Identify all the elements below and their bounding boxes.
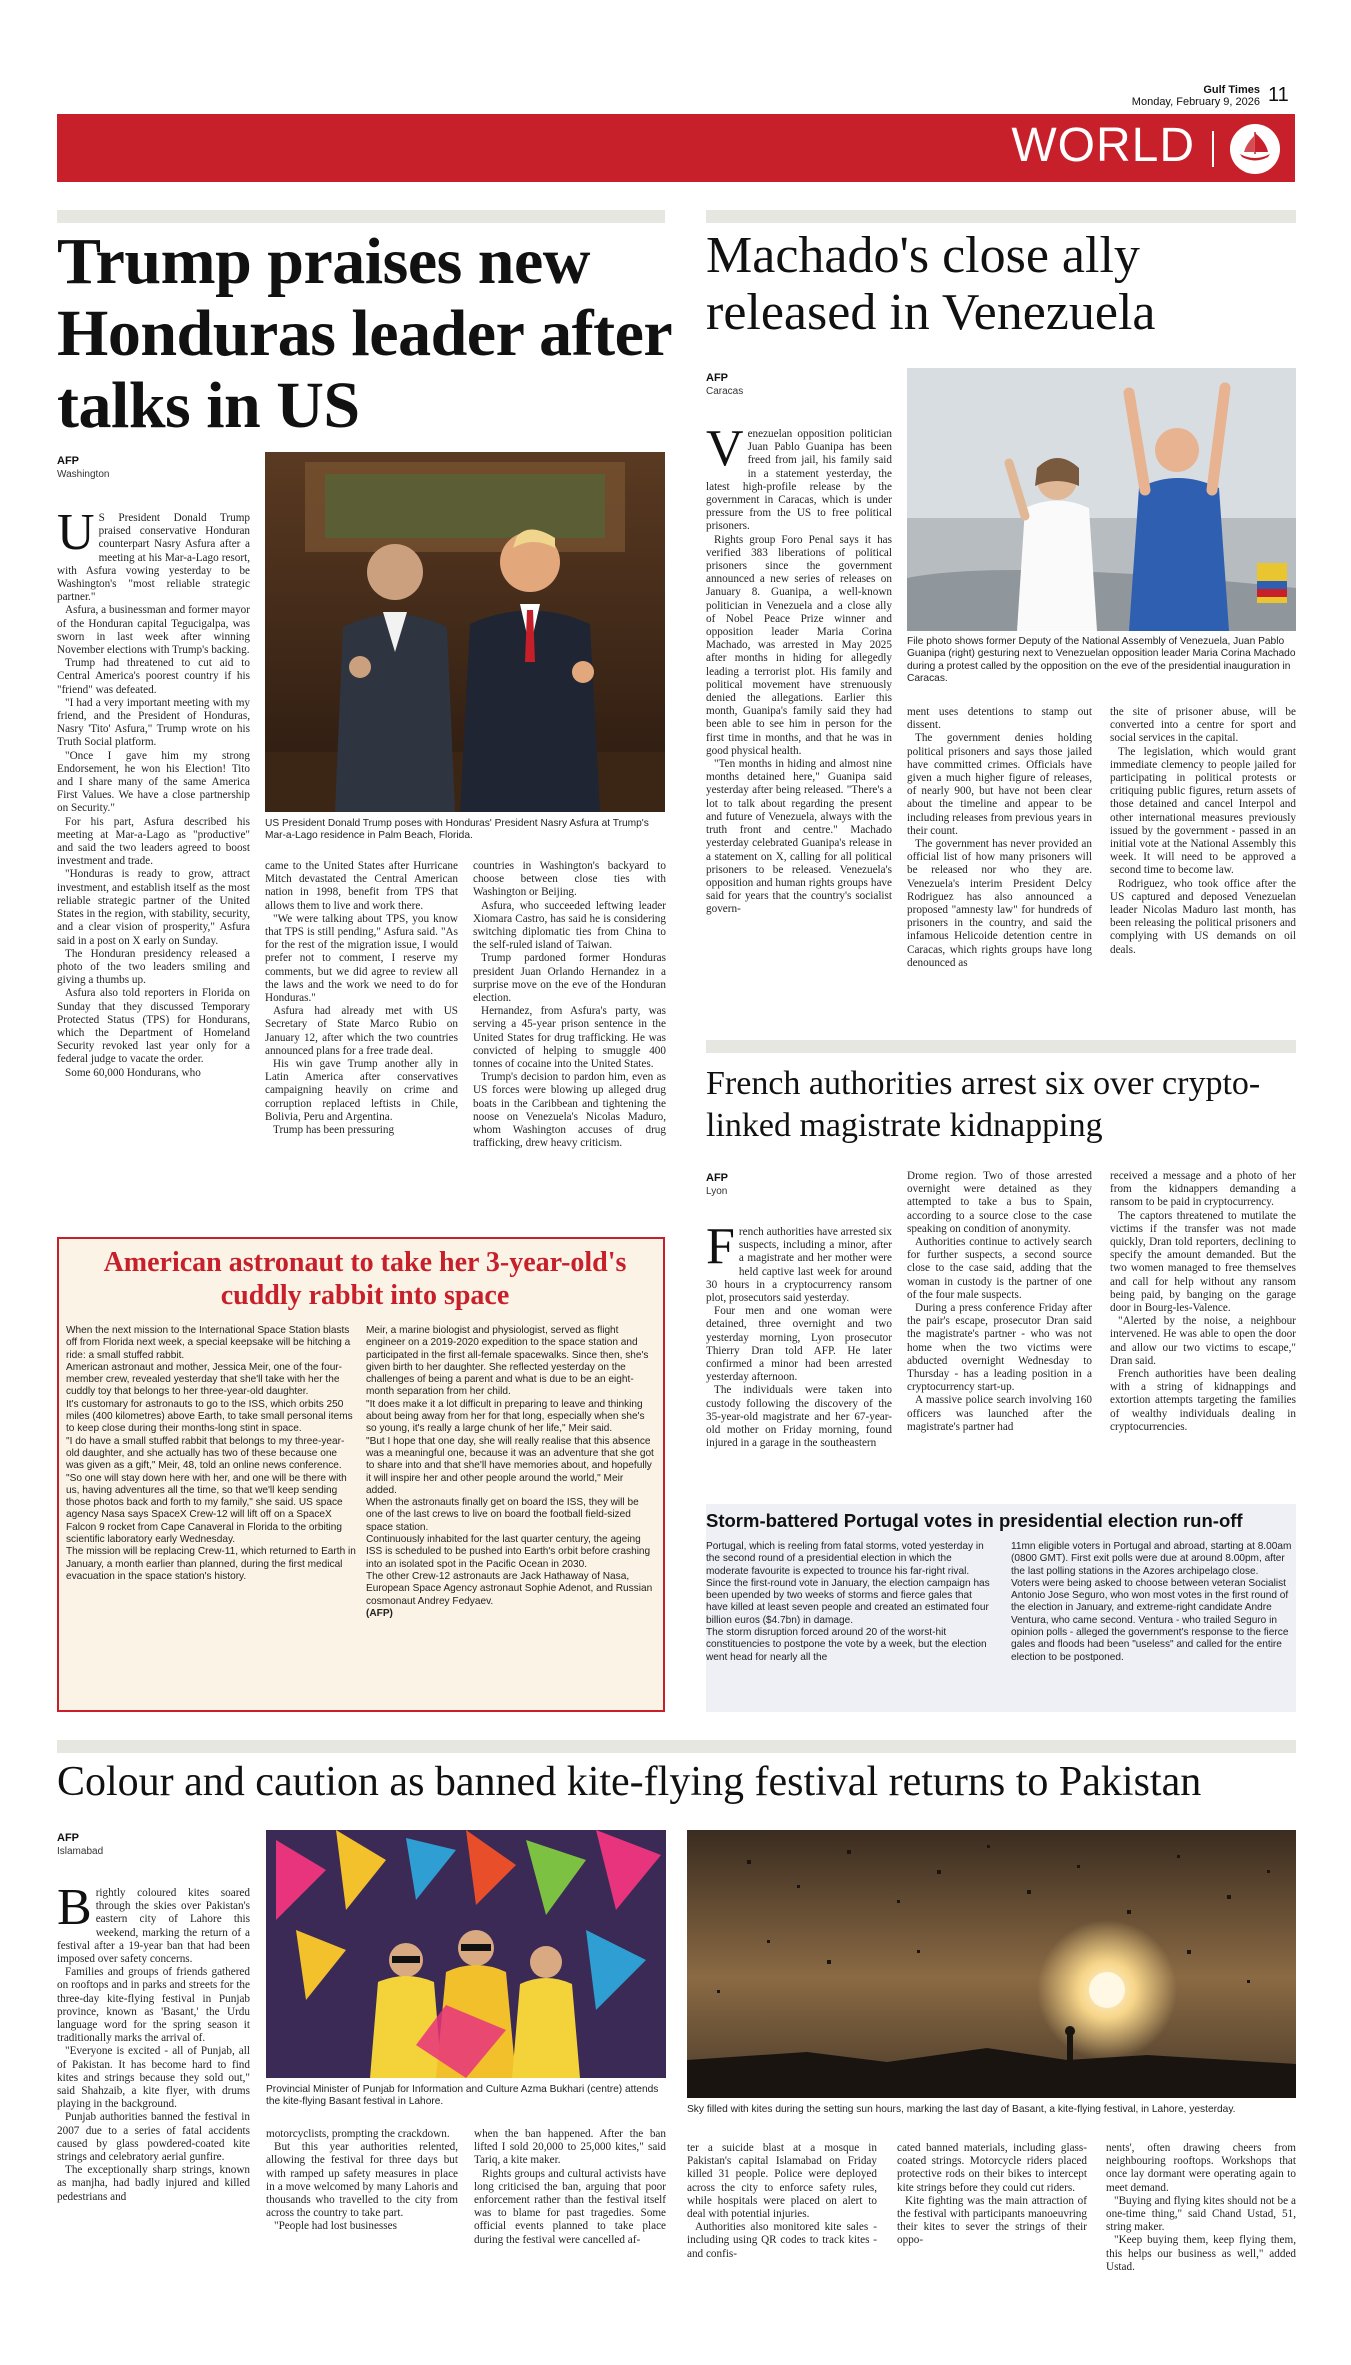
paragraph: Rights group Foro Penal says it has verified 383 liberations of political prisoners since the government announced a new series of releases on January 8. Guanipa, a well-known politician in Venezuela and a close ally of Nobel Peace Prize winner and opposition leader Maria Corina Machado, was arrested in May 2025 after months in hiding for allegedly leading a terrorist plot. His family and political movement have strenuously denied the allegations. Earlier this month, Guanipa's family said they had been able to see him in person for the first time in months, and that he was in good physical health. <box>706 533 892 757</box>
paragraph: Asfura also told reporters in Florida on Sunday that they discussed Temporary Protected Status (TPS) for Hondurans, which the Department of Homeland Security revoked last year only for a federal judge to vacate the order. <box>57 987 250 1066</box>
trump-dropcap: U <box>57 504 95 561</box>
dhow-logo-icon <box>1228 122 1282 181</box>
astronaut-credit: (AFP) <box>366 1607 393 1619</box>
paragraph: The mission will be replacing Crew-11, which returned to Earth in January, a month earlier than planned, during the first medical evacuation in the space station's history. <box>66 1546 356 1582</box>
portugal-column-2 <box>1011 1541 1296 1664</box>
astronaut-column-1 <box>66 1325 356 1583</box>
paragraph: Since the first-round vote in January, the election campaign has been upended by two weeks of storms and fierce gales that have killed at least seven people and created an estimated four billion euros ($4.7bn) in damage. <box>706 1577 990 1626</box>
portugal-column-1 <box>706 1541 991 1664</box>
section-rule <box>706 1040 1296 1053</box>
section-rule <box>57 1740 1296 1753</box>
french-column-2 <box>907 1170 1092 1434</box>
paragraph: motorcyclists, prompting the crackdown. <box>266 2128 450 2140</box>
trump-column-1 <box>57 504 250 1080</box>
paragraph: nents', often drawing cheers from neighbouring rooftops. Workshops that once lay dormant were operating again to meet demand. <box>1106 2142 1296 2194</box>
french-place: Lyon <box>706 1186 728 1197</box>
paragraph: received a message and a photo of her from the kidnappers demanding a ransom to be paid in cryptocurrency. <box>1110 1170 1296 1209</box>
section-divider <box>1212 131 1214 167</box>
french-column-1 <box>706 1218 892 1450</box>
paragraph: The captors threatened to mutilate the victims if the transfer was not made quickly, Dran told reporters, declining to specify the amount demanded. But the two women managed to free themselves and call for help without any ransom being paid, by banging on the garage door in Bourg-les-Valence. <box>1110 1209 1296 1315</box>
kite-sunset-photo <box>687 1830 1296 2098</box>
kites-headline: Colour and caution as banned kite-flying festival returns to Pakistan <box>57 1759 1202 1805</box>
paragraph: cated banned materials, including glass-coated strings. Motorcycle riders placed protective rods on their bikes to intercept kite strings before they could cut riders. <box>897 2142 1087 2194</box>
paragraph: French authorities have been dealing with a string of kidnappings and extortion attempts targeting the families of wealthy individuals dealing in cryptocurrencies. <box>1110 1368 1296 1433</box>
kites-dropcap: B <box>57 1879 92 1936</box>
kites-column-2 <box>266 2128 458 2234</box>
paragraph: The individuals were taken into custody following the discovery of the 35-year-old magistrate and her 67-year-old mother on Friday morning, found injured in a garage in the southeastern <box>706 1384 892 1450</box>
paragraph: Trump had threatened to cut aid to Central America's poorest country if his "friend" was defeated. <box>57 657 250 696</box>
paragraph: Asfura had already met with US Secretary of State Marco Rubio on January 12, after which the two countries announced plans for a free trade deal. <box>265 1005 458 1057</box>
paragraph: "But I hope that one day, she will really realise that this absence was a meaningful one, because it was an adventure that she got to share into and that she'll have memories about, and hopefully it will inspire her and other people around the world," Meir added. <box>366 1435 654 1496</box>
paragraph: "Once I gave him my strong Endorsement, he won his Election! Tito and I share many of the same America First Values. We have a close partnership on Security." <box>57 749 250 815</box>
paragraph: Trump has been pressuring <box>273 1124 395 1137</box>
paragraph: A massive police search involving 160 officers was launched after the magistrate's partner had <box>907 1394 1092 1433</box>
machado-agency: AFP <box>706 372 728 384</box>
paragraph: The storm disruption forced around 20 of the worst-hit constituencies to postpone the vote by a week, but the election went head for nearly all the <box>706 1627 987 1663</box>
trump-headline: Trump praises new Honduras leader after talks in US <box>57 225 672 442</box>
paragraph: Families and groups of friends gathered on rooftops and in parks and streets for the three-day kite-flying festival in Punjab province, known as 'Basant,' the Urdu language word for the spring season it traditionally marks the arrival of. <box>57 1966 250 2045</box>
paragraph: Authorities continue to actively search for further suspects, a second source close to the case said, adding that the woman in custody is the partner of one of the four male suspects. <box>907 1236 1092 1301</box>
paragraph: His win gave Trump another ally in Latin America after conservatives campaigning heavily on crime and corruption replaced leftists in Chile, Bolivia, Peru and Argentina. <box>265 1058 458 1123</box>
paragraph: Hernandez, from Asfura's party, was serving a 45-year prison sentence in the United States for drug trafficking. He was convicted of helping to smuggle 400 tonnes of cocaine into the United States. <box>473 1005 666 1071</box>
trump-column-2 <box>265 860 458 1137</box>
paragraph: Authorities also monitored kite sales - including using QR codes to track kites - and confis- <box>687 2221 877 2260</box>
issue-date: Monday, February 9, 2026 <box>1131 96 1260 108</box>
paragraph: American astronaut and mother, Jessica Meir, one of the four-member crew, revealed yesterday that she'll take with her the cuddly toy that belongs to her three-year-old daughter. <box>66 1361 343 1398</box>
paragraph: For his part, Asfura described his meeting at Mar-a-Lago as "productive" and said the two leaders agreed to boost investment and trade. <box>57 815 250 868</box>
paragraph: "Ten months in hiding and almost nine months detained here," Guanipa said yesterday after being released. "There's a lot to talk about regarding the present and future of Venezuela, always with the truth front and centre." Machado yesterday celebrated Guanipa's release in a statement on X, calling for all political prisoners to be released. Venezuela's opposition and human rights groups have said for years that the country's socialist govern- <box>706 758 892 916</box>
paragraph: enezuelan opposition politician Juan Pablo Guanipa has been freed from jail, his family said in a statement yesterday, the latest high-profile release by the government in Caracas, which is under pressure from the US to free political prisoners. <box>706 428 892 533</box>
paragraph: "Buying and flying kites should not be a one-time thing," said Chand Ustad, 51, string maker. <box>1106 2194 1296 2234</box>
paragraph: "People had lost businesses <box>274 2220 397 2233</box>
paragraph: "Alerted by the noise, a neighbour intervened. He was able to open the door and allow our two victims to escape," Dran said. <box>1110 1315 1296 1367</box>
paragraph: Voters were being asked to choose between veteran Socialist Antonio Jose Seguro, who won most votes in the first round of the election in January, and extreme-right candidate Andre Ventura, who came second. Ventura - who trailed Seguro in opinion polls - alleged the government's response to the fierce gales and floods had been "useless" and called for the entire election to be postponed. <box>1011 1577 1289 1663</box>
paragraph: ment uses detentions to stamp out dissent. <box>907 706 1092 732</box>
trump-photo-caption: US President Donald Trump poses with Honduras' President Nasry Asfura at Trump's Mar-a-Lago residence in Palm Beach, Florida. <box>265 818 649 842</box>
kites-place: Islamabad <box>57 1846 104 1857</box>
section-title: WORLD <box>1011 119 1195 172</box>
paragraph: The other Crew-12 astronauts are Jack Hathaway of Nasa, European Space Agency astronaut Sophie Adenot, and Russian cosmonaut Andrey Fedyaev. <box>366 1570 653 1607</box>
paragraph: Trump pardoned former Honduras president Juan Orlando Hernandez in a surprise move on the eve of the Honduran election. <box>473 952 666 1005</box>
paragraph: when the ban happened. After the ban lifted I sold 20,000 to 25,000 kites," said Tariq, a kite maker. <box>474 2128 666 2167</box>
paragraph: Four men and one woman were detained, three overnight and two yesterday morning, Lyon prosecutor Thierry Dran told AFP. He later confirmed a minor had been arrested yesterday afternoon. <box>706 1305 892 1384</box>
paragraph: 11mn eligible voters in Portugal and abroad, starting at 8.00am (0800 GMT). First exit polls were due at around 8.00pm, after the last polling stations in the Azores archipelago close. <box>1011 1541 1292 1577</box>
paragraph: rightly coloured kites soared through the skies over Pakistan's eastern city of Lahore this weekend, marking the return of a festival after a 19-year ban that had been imposed over safety concerns. <box>57 1887 250 1966</box>
paragraph: Punjab authorities banned the festival in 2007 due to a series of fatal accidents caused by glass powdered-coated kite strings and celebratory aerial gunfire. <box>57 2111 250 2164</box>
trump-place: Washington <box>57 469 110 480</box>
paragraph: "So one will stay down here with her, and one will be there with us, having adventures all the time, so that we'll keep sending those photos back and forth to my family," she said. US space agency Nasa says SpaceX Crew-12 will lift off on a SpaceX Falcon 9 rocket from Cape Canaveral in Florida to the orbiting scientific laboratory early Wednesday. <box>66 1472 347 1546</box>
paragraph: rench authorities have arrested six suspects, including a minor, after a magistrate and her mother were held captive last week for around 30 hours in a cryptocurrency ransom plot, prosecutors said yesterday. <box>706 1226 892 1305</box>
paragraph: Rodriguez, who took office after the US captured and deposed Venezuelan leader Nicolas Maduro last month, has been releasing the political prisoners and complying with US demands on oil deals. <box>1110 877 1296 956</box>
paragraph: came to the United States after Hurricane Mitch devastated the Central American nation in 1998, benefit from TPS that allows them to live and work there. <box>265 860 458 912</box>
paragraph: Asfura, a businessman and former mayor of the Honduran capital Tegucigalpa, was sworn in last week after winning November elections with Trump's backing. <box>57 604 250 657</box>
french-agency: AFP <box>706 1172 728 1184</box>
paragraph: The government has never provided an official list of how many prisoners will be released nor who they are. Venezuela's interim President Delcy Rodriguez has also announced a proposed "amnesty law" for hundreds of prisoners in the country, and said the infamous Helicoide detention centre in Caracas, which rights groups have long denounced as <box>907 838 1092 969</box>
basant-photo-caption: Provincial Minister of Punjab for Information and Culture Azma Bukhari (centre) attends the kite-flying Basant festival in Lahore. <box>266 2084 659 2108</box>
trump-column-3 <box>473 860 666 1150</box>
french-column-3 <box>1110 1170 1296 1434</box>
paragraph: The legislation, which would grant immediate clemency to people jailed for participating in political protests or critiquing public figures, return assets of those detained and cancel Interpol and other international measures previously issued by the government - passed in an initial vote at the National Assembly this week. It will need to be approved a second time to become law. <box>1110 745 1296 877</box>
paragraph: Asfura, who succeeded leftwing leader Xiomara Castro, has said he is considering switching diplomatic ties from China to the self-ruled island of Taiwan. <box>473 899 666 952</box>
kites-agency: AFP <box>57 1832 79 1844</box>
astronaut-headline: American astronaut to take her 3-year-old's cuddly rabbit into space <box>103 1247 627 1311</box>
paragraph: Kite fighting was the main attraction of the festival with participants manoeuvring their kites to sever the strings of their oppo- <box>897 2194 1087 2247</box>
french-headline: French authorities arrest six over crypto-linked magistrate kidnapping <box>706 1065 1261 1144</box>
kites-column-3 <box>474 2128 666 2247</box>
paragraph: ter a suicide blast at a mosque in Pakistan's capital Islamabad on Friday killed 31 people. Police were deployed across the city to enforce safety rules, while hospitals were placed on alert to deal with potential injuries. <box>687 2142 877 2221</box>
paragraph: Trump's decision to pardon him, even as US forces were blowing up alleged drug boats in the Caribbean and tightening the noose on Venezuela's Nicolas Maduro, whom Washington accuses of drug trafficking, drew heavy criticism. <box>473 1071 666 1150</box>
kites-column-6 <box>1106 2142 1296 2274</box>
astronaut-column-2 <box>366 1325 656 1620</box>
paragraph: "Honduras is ready to grow, attract investment, and establish itself as the most reliable strategic partner of the United States in the region, with stability, security, and a clear vision of prosperity," Asfura said in a post on X early on Sunday. <box>57 868 250 947</box>
page-number: 11 <box>1268 84 1289 106</box>
section-rule <box>57 210 665 223</box>
portugal-headline: Storm-battered Portugal votes in presidential election run-off <box>706 1510 1243 1531</box>
section-rule <box>706 210 1296 223</box>
paragraph: Portugal, which is reeling from fatal storms, voted yesterday in the second round of a presidential election in which the moderate favourite is expected to trounce his far-right rival. <box>706 1541 984 1577</box>
paragraph: "Keep buying them, keep flying them, this helps our business as well," added Ustad. <box>1106 2234 1296 2273</box>
paragraph: "I do have a small stuffed rabbit that belongs to my three-year-old daughter, and she actually has two of these because one was given as a gift," Meir, 48, told an online news conference. <box>66 1435 345 1472</box>
paragraph: S President Donald Trump praised conservative Honduran counterpart Nasry Asfura after a meeting at his Mar-a-Lago resort, with Asfura vowing yesterday to be Washington's "most reliable strategic partner." <box>57 512 250 604</box>
paragraph: The government denies holding political prisoners and says those jailed have committed crimes. Officials have given a much higher figure of releases, of nearly 900, but have not been clear about the timeline and appear to be including releases from previous years in their count. <box>907 732 1092 837</box>
paragraph: Meir, a marine biologist and physiologist, served as flight engineer on a 2019-2020 expedition to the space station and participated in the first all-female spacewalks. Since then, she's given birth to her daughter. She reflected yesterday on the challenges of being a parent and what is due to be an eight-month separation from her child. <box>366 1325 649 1398</box>
guanipa-machado-photo <box>907 368 1296 631</box>
paragraph: During a press conference Friday after the pair's escape, prosecutor Dran said the magistrate's partner - who was not home when the two victims were abducted overnight Wednesday to Thursday - has a leading position in a cryptocurrency start-up. <box>907 1302 1092 1394</box>
kite-sunset-caption: Sky filled with kites during the setting sun hours, marking the last day of Basant, a kite-flying festival, in Lahore, yesterday. <box>687 2104 1236 2115</box>
kites-column-4 <box>687 2142 877 2261</box>
machado-column-1 <box>706 420 892 917</box>
machado-photo-caption: File photo shows former Deputy of the National Assembly of Venezuela, Juan Pablo Guanipa (right) gesturing next to Venezuelan opposition leader Maria Corina Machado during a protest called by the opposition on the eve of the presidential inauguration in Caracas. <box>907 636 1296 685</box>
paragraph: the site of prisoner abuse, will be converted into a centre for sport and social services in the capital. <box>1110 706 1296 745</box>
paragraph: "It does make it a lot difficult in preparing to leave and thinking about being away from her for that long, especially when she's so young, it's really a large chunk of her life," Meir said. <box>366 1398 645 1435</box>
machado-dropcap: V <box>706 420 744 477</box>
machado-headline: Machado's close ally released in Venezuela <box>706 227 1156 341</box>
paragraph: Continuously inhabited for the last quarter century, the ageing ISS is scheduled to be pushed into Earth's orbit before crashing into an isolated spot in the Pacific Ocean in 2030. <box>366 1534 651 1570</box>
machado-column-2 <box>907 706 1092 970</box>
paragraph: When the astronauts finally get on board the ISS, they will be one of the last crews to live on board the football field-sized space station. <box>366 1497 639 1533</box>
paragraph: Some 60,000 Hondurans, who <box>65 1066 201 1079</box>
paragraph: The exceptionally sharp strings, known as manjha, had badly injured and killed pedestrians and <box>57 2164 250 2203</box>
paragraph: It's customary for astronauts to go to the ISS, which orbits 250 miles (400 kilometres) above Earth, to take small personal items to keep close during their months-long stint in space. <box>66 1398 353 1435</box>
paragraph: Rights groups and cultural activists have long criticised the ban, arguing that poor enforcement rather than the festival itself was to blame for past tragedies. Some official events planned to take place during the festival were cancelled af- <box>474 2167 666 2246</box>
kites-column-5 <box>897 2142 1087 2248</box>
machado-column-3 <box>1110 706 1296 957</box>
paragraph: "We were talking about TPS, you know that TPS is still pending," Asfura said. "As for the rest of the migration issue, I would prefer not to comment, I reserve my comments, but we did agree to review all the laws and the work we need to do for Honduras." <box>265 912 458 1005</box>
french-dropcap: F <box>706 1218 735 1275</box>
paragraph: When the next mission to the International Space Station blasts off from Florida next week, a special keepsake will be hitching a ride: a small stuffed rabbit. <box>66 1325 351 1361</box>
basant-festival-photo <box>266 1830 666 2078</box>
paragraph: "I had a very important meeting with my friend, and the President of Honduras, Nasry 'Tito' Asfura," Trump wrote on his Truth Social platform. <box>57 696 250 749</box>
machado-place: Caracas <box>706 386 744 397</box>
kites-column-1 <box>57 1879 250 2204</box>
paragraph: The Honduran presidency released a photo of the two leaders smiling and giving a thumbs up. <box>57 947 250 987</box>
paragraph: "Everyone is excited - all of Punjab, all of Pakistan. It has become hard to find kites and strings because they sold out," said Shahzaib, a kite flyer, with drums playing in the background. <box>57 2045 250 2111</box>
trump-asfura-photo <box>265 452 665 812</box>
paragraph: But this year authorities relented, allowing the festival for three days but with ramped up safety measures in place in a move welcomed by many Lahoris and thousands who travelled to the city from across the country to take part. <box>266 2141 458 2220</box>
trump-agency: AFP <box>57 455 79 467</box>
paper-name: Gulf Times <box>1203 84 1260 96</box>
paragraph: countries in Washington's backyard to choose between close ties with Washington or Beijing. <box>473 860 666 899</box>
paragraph: Drome region. Two of those arrested overnight were detained as they attempted to take a bus to Spain, according to a source close to the case speaking on condition of anonymity. <box>907 1170 1092 1235</box>
